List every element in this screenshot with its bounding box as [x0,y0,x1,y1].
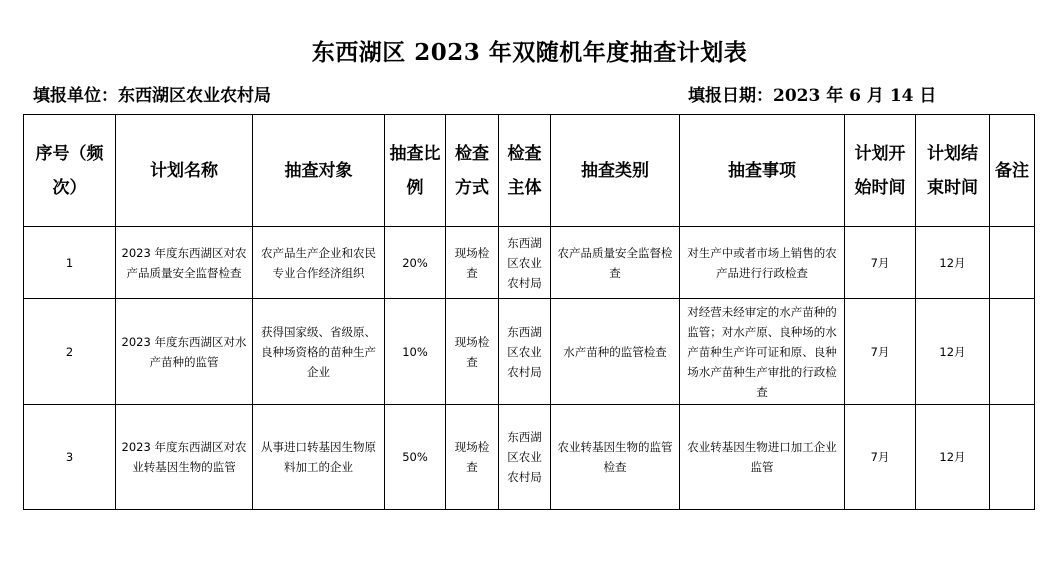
cell-plan-name: 2023 年度东西湖区对水产苗种的监管 [116,299,253,405]
table-row [24,405,1035,510]
header-method: 检查方式 [446,115,499,227]
cell-method: 现场检查 [446,299,499,405]
cell-start: 7月 [845,299,916,405]
cell-ratio: 10% [385,299,446,405]
cell-category: 农业转基因生物的监管检查 [551,405,680,510]
header-items: 抽查事项 [680,115,845,227]
cell-method: 现场检查 [446,405,499,510]
cell-remark [990,299,1035,405]
cell-method: 现场检查 [446,227,499,299]
cell-target: 从事进口转基因生物原料加工的企业 [253,405,385,510]
inspection-plan-table [23,114,1035,510]
cell-target: 农产品生产企业和农民专业合作经济组织 [253,227,385,299]
cell-category: 水产苗种的监管检查 [551,299,680,405]
cell-end: 12月 [916,299,990,405]
reporting-date: 填报日期：2023 年 6 月 14 日 [688,86,937,106]
cell-start: 7月 [845,227,916,299]
cell-remark [990,227,1035,299]
table-row [24,227,1035,299]
cell-subject: 东西湖区农业农村局 [499,227,551,299]
cell-seq: 3 [24,405,116,510]
cell-plan-name: 2023 年度东西湖区对农业转基因生物的监管 [116,405,253,510]
cell-items: 对经营未经审定的水产苗种的监管；对水产原、良种场的水产苗种生产许可证和原、良种场水产苗种生产审批的行政检查 [680,299,845,405]
header-end: 计划结束时间 [916,115,990,227]
cell-seq: 2 [24,299,116,405]
cell-ratio: 20% [385,227,446,299]
table-row [24,299,1035,405]
header-subject: 检查主体 [499,115,551,227]
cell-end: 12月 [916,227,990,299]
header-target: 抽查对象 [253,115,385,227]
cell-remark [990,405,1035,510]
reporting-unit: 填报单位：东西湖区农业农村局 [33,86,271,106]
cell-end: 12月 [916,405,990,510]
cell-ratio: 50% [385,405,446,510]
header-seq: 序号（频次） [24,115,116,227]
cell-seq: 1 [24,227,116,299]
cell-target: 获得国家级、省级原、良种场资格的苗种生产企业 [253,299,385,405]
cell-subject: 东西湖区农业农村局 [499,299,551,405]
page-title: 东西湖区 2023 年双随机年度抽查计划表 [311,39,748,66]
cell-items: 农业转基因生物进口加工企业监管 [680,405,845,510]
header-remark: 备注 [990,115,1035,227]
cell-category: 农产品质量安全监督检查 [551,227,680,299]
cell-plan-name: 2023 年度东西湖区对农产品质量安全监督检查 [116,227,253,299]
table-header-row [24,115,1035,227]
cell-start: 7月 [845,405,916,510]
header-category: 抽查类别 [551,115,680,227]
cell-items: 对生产中或者市场上销售的农产品进行行政检查 [680,227,845,299]
header-start: 计划开始时间 [845,115,916,227]
header-ratio: 抽查比例 [385,115,446,227]
cell-subject: 东西湖区农业农村局 [499,405,551,510]
header-plan-name: 计划名称 [116,115,253,227]
